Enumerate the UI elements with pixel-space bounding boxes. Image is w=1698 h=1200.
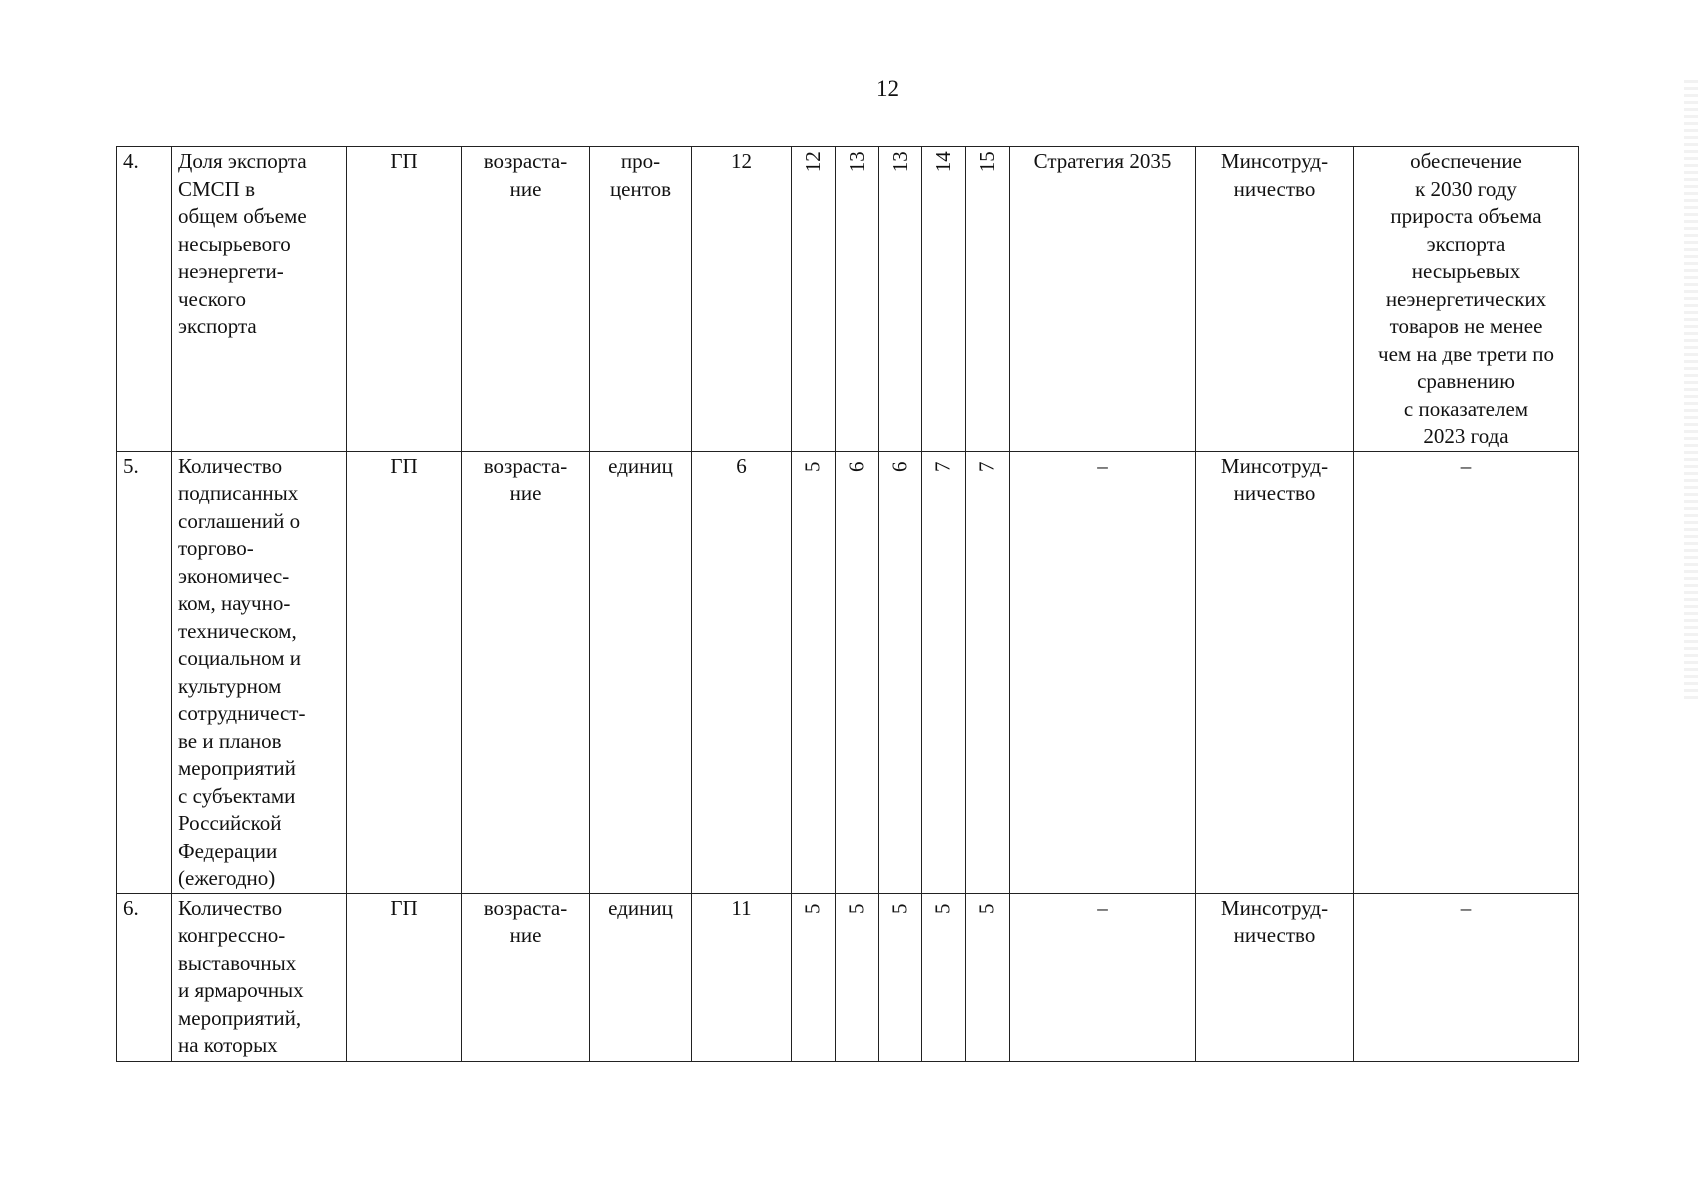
row-number-cell: 6.: [117, 893, 172, 1061]
indicator-name-line: Федерации: [178, 838, 278, 863]
indicator-name-line: (ежегодно): [178, 866, 276, 890]
year-value: 5: [887, 903, 912, 914]
trend-line: возраста-: [483, 149, 568, 173]
indicator-name-line: Российской: [178, 811, 282, 835]
year-value-cell: [966, 451, 1010, 893]
unit-cell: [590, 451, 692, 893]
responsible-cell: [1196, 451, 1354, 893]
goal-line: экспорта: [1426, 231, 1506, 256]
row-number-cell: 5.: [117, 451, 172, 893]
indicator-name-line: и ярмарочных: [178, 978, 304, 1002]
indicator-name-line: ве и планов: [178, 728, 282, 753]
year-value-cell: [922, 451, 966, 893]
year-value-cell: [879, 147, 922, 452]
indicator-name-line: мероприятий: [178, 756, 296, 780]
trend-line: возраста-: [483, 453, 568, 478]
indicator-name-cell: [172, 451, 347, 893]
unit-cell: [590, 893, 692, 1061]
goal-line: прироста объема: [1390, 204, 1542, 228]
year-value: 5: [844, 903, 869, 914]
indicator-name-line: неэнергети-: [178, 259, 284, 283]
year-value-cell: [879, 451, 922, 893]
responsible-cell: [1196, 147, 1354, 452]
goal-line: –: [1460, 453, 1472, 478]
indicator-name-line: несырьевого: [178, 231, 291, 256]
indicator-name-line: торгово-: [178, 536, 254, 560]
level-cell: ГП: [347, 451, 462, 893]
year-value-cell: [966, 147, 1010, 452]
unit-line: центов: [609, 176, 672, 201]
table-row: [117, 451, 1579, 893]
year-value: 6: [887, 461, 912, 472]
indicator-name-line: соглашений о: [178, 508, 301, 533]
indicator-name-line: экспорта: [178, 314, 257, 338]
year-value: 5: [974, 903, 999, 914]
year-value: 15: [974, 151, 999, 173]
indicator-name-line: техническом,: [178, 618, 297, 643]
document-cell: Стратегия 2035: [1010, 147, 1196, 452]
indicator-name-line: сотрудничест-: [178, 701, 306, 725]
base-value-cell: 6: [692, 451, 792, 893]
year-value-cell: [792, 893, 836, 1061]
goal-line: чем на две трети по: [1378, 341, 1554, 366]
goal-line: к 2030 году: [1415, 176, 1517, 201]
responsible-line: ничество: [1233, 481, 1316, 505]
goal-line: обеспечение: [1410, 149, 1522, 173]
indicator-name-line: с субъектами: [178, 783, 296, 808]
year-value: 12: [800, 151, 825, 173]
indicator-name-line: ком, научно-: [178, 591, 291, 615]
indicator-name-line: мероприятий,: [178, 1005, 302, 1030]
unit-line: единиц: [608, 895, 673, 920]
indicator-name-line: Количество: [178, 453, 283, 478]
indicator-name-line: выставочных: [178, 950, 297, 975]
indicator-name-line: экономичес-: [178, 563, 290, 588]
year-value-cell: [879, 893, 922, 1061]
base-value-cell: 12: [692, 147, 792, 452]
goal-line: 2023 года: [1423, 424, 1509, 448]
base-value-cell: 11: [692, 893, 792, 1061]
trend-line: возраста-: [483, 895, 568, 920]
indicator-name-line: социальном и: [178, 646, 301, 670]
unit-cell: [590, 147, 692, 452]
trend-line: ние: [509, 481, 542, 505]
indicator-name-line: Доля экспорта: [178, 149, 307, 173]
indicator-name-line: ческого: [178, 286, 246, 311]
indicator-name-line: на которых: [178, 1033, 278, 1057]
page-number: 12: [876, 76, 899, 101]
year-value-cell: [792, 147, 836, 452]
indicator-name-line: культурном: [178, 673, 282, 698]
table-row: [117, 893, 1579, 1061]
responsible-cell: [1196, 893, 1354, 1061]
goal-line: неэнергетических: [1385, 286, 1547, 311]
table-row: [117, 147, 1579, 452]
year-value: 6: [844, 461, 869, 472]
indicator-name-line: общем объеме: [178, 204, 307, 228]
trend-cell: [462, 451, 590, 893]
indicator-name-line: подписанных: [178, 481, 299, 505]
unit-line: про-: [620, 149, 661, 173]
responsible-line: Минсотруд-: [1220, 149, 1329, 173]
indicator-name-line: Количество: [178, 895, 283, 920]
year-value-cell: [836, 451, 879, 893]
goal-cell: [1354, 147, 1579, 452]
goal-cell: [1354, 451, 1579, 893]
goal-line: несырьевых: [1411, 259, 1521, 283]
year-value: 7: [974, 461, 999, 472]
trend-cell: [462, 147, 590, 452]
level-cell: ГП: [347, 147, 462, 452]
trend-line: ние: [509, 176, 542, 201]
goal-line: с показателем: [1403, 396, 1529, 421]
responsible-line: ничество: [1233, 923, 1316, 947]
indicator-name-cell: [172, 147, 347, 452]
responsible-line: Минсотруд-: [1220, 453, 1329, 478]
document-cell: –: [1010, 893, 1196, 1061]
indicators-table: [116, 146, 1579, 1062]
responsible-line: Минсотруд-: [1220, 895, 1329, 920]
document-cell: –: [1010, 451, 1196, 893]
year-value: 5: [800, 903, 825, 914]
year-value-cell: [792, 451, 836, 893]
goal-line: сравнению: [1417, 369, 1515, 393]
year-value-cell: [922, 893, 966, 1061]
year-value: 7: [930, 461, 955, 472]
indicator-name-cell: [172, 893, 347, 1061]
unit-line: единиц: [608, 453, 673, 478]
year-value: 13: [887, 151, 912, 173]
row-number-cell: 4.: [117, 147, 172, 452]
year-value: 14: [930, 151, 955, 173]
trend-cell: [462, 893, 590, 1061]
goal-line: товаров не менее: [1389, 314, 1543, 338]
level-cell: ГП: [347, 893, 462, 1061]
responsible-line: ничество: [1233, 176, 1316, 201]
trend-line: ние: [509, 923, 542, 947]
goal-line: –: [1460, 895, 1472, 920]
year-value-cell: [836, 893, 879, 1061]
year-value-cell: [966, 893, 1010, 1061]
year-value: 5: [930, 903, 955, 914]
indicator-name-line: СМСП в: [178, 176, 256, 201]
scan-edge-artifact: [1684, 80, 1698, 700]
year-value-cell: [836, 147, 879, 452]
indicator-name-line: конгрессно-: [178, 923, 286, 947]
year-value: 5: [800, 461, 825, 472]
year-value-cell: [922, 147, 966, 452]
year-value: 13: [844, 151, 869, 173]
goal-cell: [1354, 893, 1579, 1061]
